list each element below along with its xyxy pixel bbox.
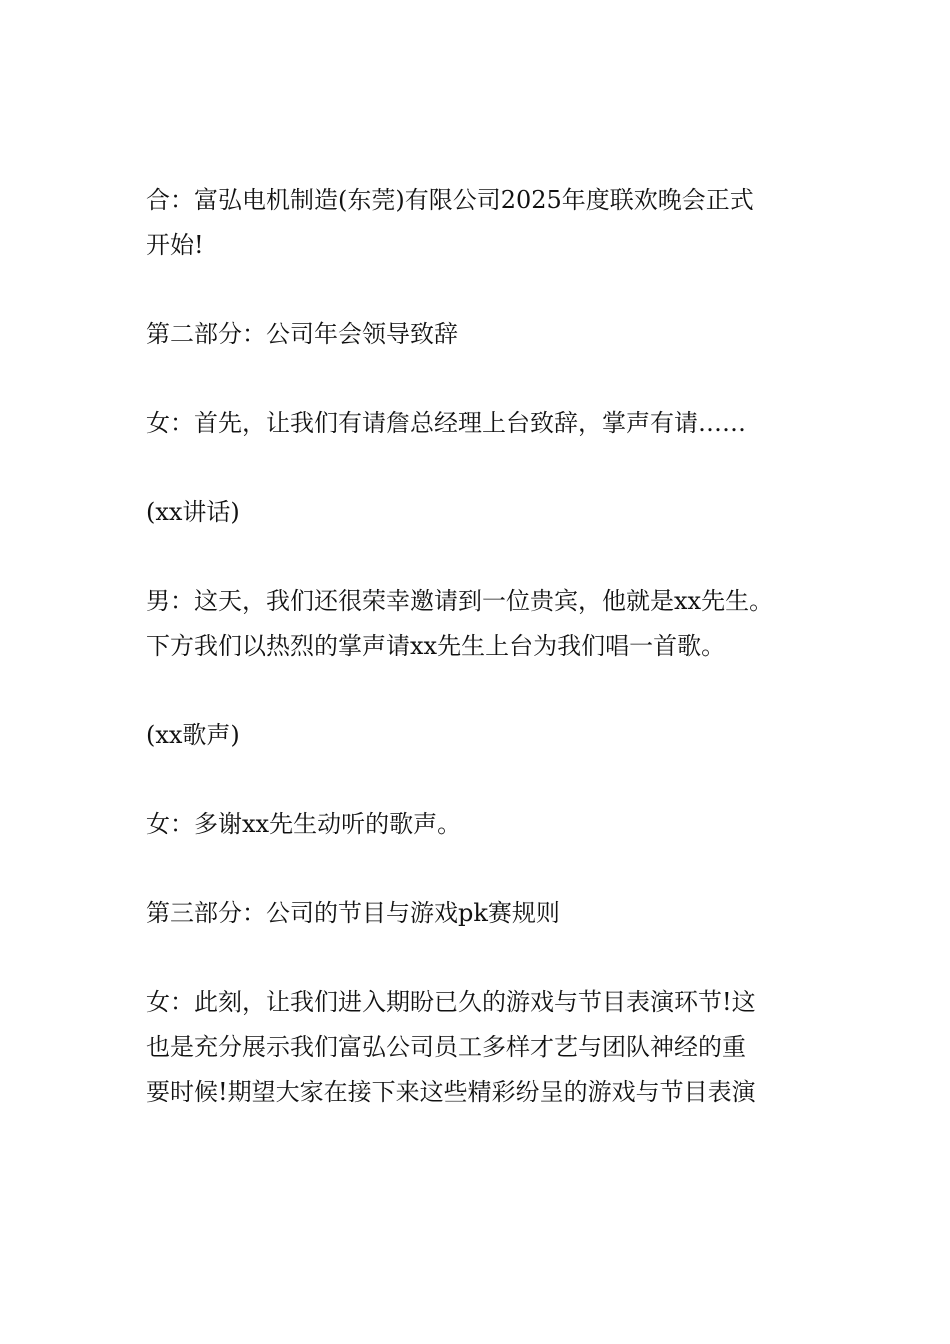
section-heading-part-three bbox=[146, 891, 836, 936]
stage-direction-speech bbox=[146, 490, 836, 535]
text-line: 开始! bbox=[146, 231, 204, 259]
paragraph-female-host-games bbox=[146, 980, 836, 1115]
stage-direction-song bbox=[146, 713, 836, 758]
text-line: (xx讲话) bbox=[146, 498, 240, 526]
paragraph-female-host-thanks bbox=[146, 802, 836, 847]
text-line: 女：多谢xx先生动听的歌声。 bbox=[146, 810, 462, 838]
text-line: 第二部分：公司年会领导致辞 bbox=[146, 320, 458, 348]
paragraph-male-host-guest bbox=[146, 579, 836, 669]
text-line: 下方我们以热烈的掌声请xx先生上台为我们唱一首歌。 bbox=[146, 632, 726, 660]
text-line: 女：首先，让我们有请詹总经理上台致辞，掌声有请…… bbox=[146, 409, 746, 437]
text-line: 要时候!期望大家在接下来这些精彩纷呈的游戏与节目表演 bbox=[146, 1078, 756, 1106]
text-line: 合：富弘电机制造(东莞)有限公司2025年度联欢晚会正式 bbox=[146, 186, 754, 214]
paragraph-female-host-intro bbox=[146, 401, 836, 446]
document-body bbox=[146, 178, 836, 1159]
text-line: 也是充分展示我们富弘公司员工多样才艺与团队神经的重 bbox=[146, 1033, 746, 1061]
text-line: 男：这天，我们还很荣幸邀请到一位贵宾，他就是xx先生。 bbox=[146, 587, 774, 615]
paragraph-opening bbox=[146, 178, 836, 268]
text-line: (xx歌声) bbox=[146, 721, 240, 749]
section-heading-part-two bbox=[146, 312, 836, 357]
text-line: 女：此刻，让我们进入期盼已久的游戏与节目表演环节!这 bbox=[146, 988, 756, 1016]
text-line: 第三部分：公司的节目与游戏pk赛规则 bbox=[146, 899, 560, 927]
